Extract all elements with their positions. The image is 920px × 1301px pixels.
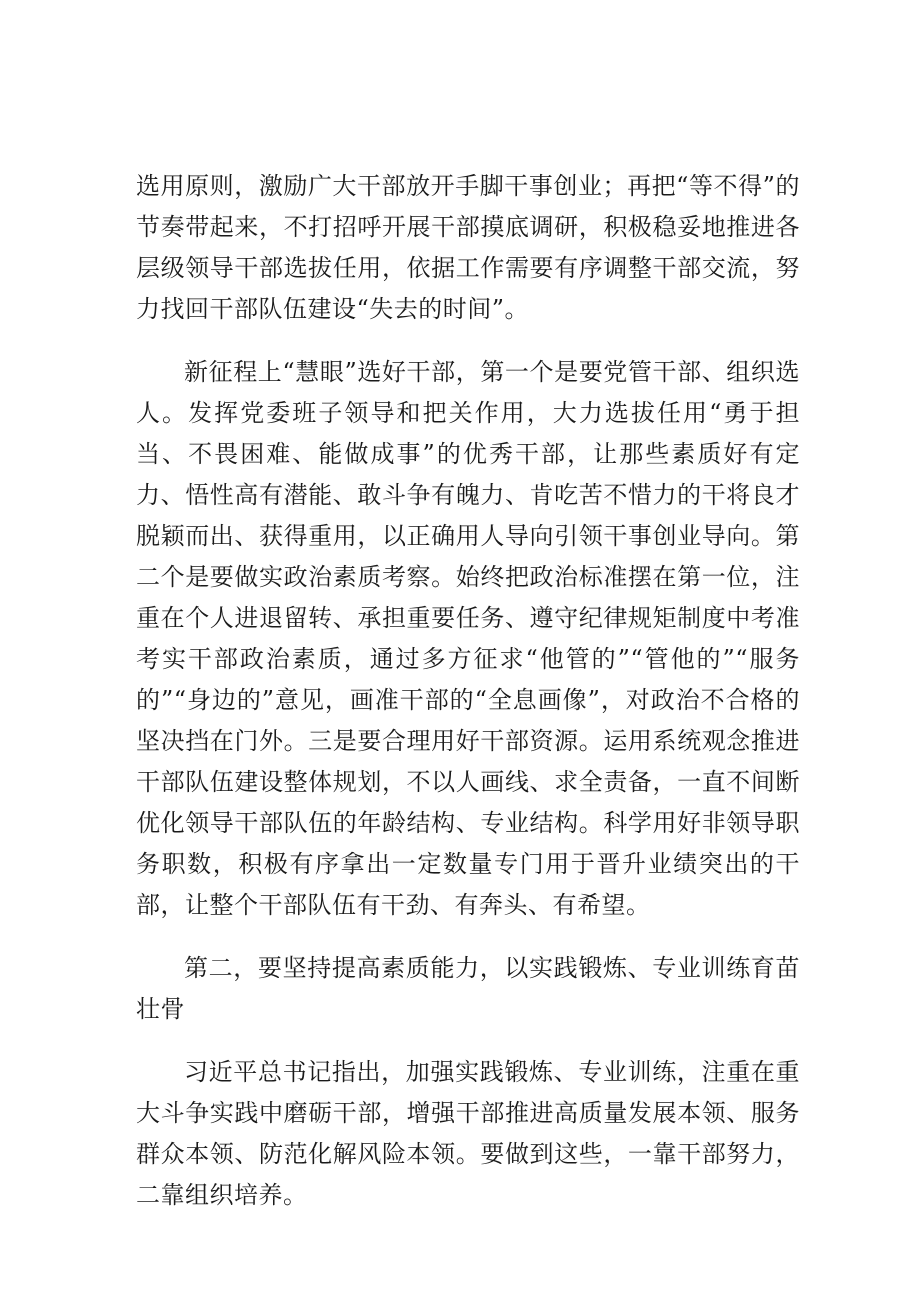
section-heading-second: 第二，要坚持提高素质能力，以实践锻炼、专业训练育苗壮骨 [136,954,800,1023]
paragraph-training: 习近平总书记指出，加强实践锻炼、专业训练，注重在重大斗争实践中磨砺干部，增强干部推进高质量发展本领、服务群众本领、防范化解风险本领。要做到这些，一靠干部努力，二靠组织培养。 [136,1058,800,1209]
paragraph-continuation: 选用原则，激励广大干部放开手脚干事创业；再把“等不得”的节奏带起来，不打招呼开展干部摸底调研，积极稳妥地推进各层级领导干部选拔任用，依据工作需要有序调整干部交流，努力找回干部队伍建设“失去的时间”。 [136,172,800,323]
document-body [136,166,800,1238]
paragraph-cadre-selection: 新征程上“慧眼”选好干部，第一个是要党管干部、组织选人。发挥党委班子领导和把关作用，大力选拔任用“勇于担当、不畏困难、能做成事”的优秀干部，让那些素质好有定力、悟性高有潜能、敢斗争有魄力、肯吃苦不惜力的干将良才脱颖而出、获得重用，以正确用人导向引领干事创业导向。第二个是要做实政治素质考察。始终把政治标准摆在第一位，注重在个人进退留转、承担重要任务、遵守纪律规矩制度中考准考实干部政治素质，通过多方征求“他管的”“管他的”“服务的”“身边的”意见，画准干部的“全息画像”，对政治不合格的坚决挡在门外。三是要合理用好干部资源。运用系统观念推进干部队伍建设整体规划，不以人画线、求全责备，一直不间断优化领导干部队伍的年龄结构、专业结构。科学用好非领导职务职数，积极有序拿出一定数量专门用于晋升业绩突出的干部，让整个干部队伍有干劲、有奔头、有希望。 [136,358,800,919]
